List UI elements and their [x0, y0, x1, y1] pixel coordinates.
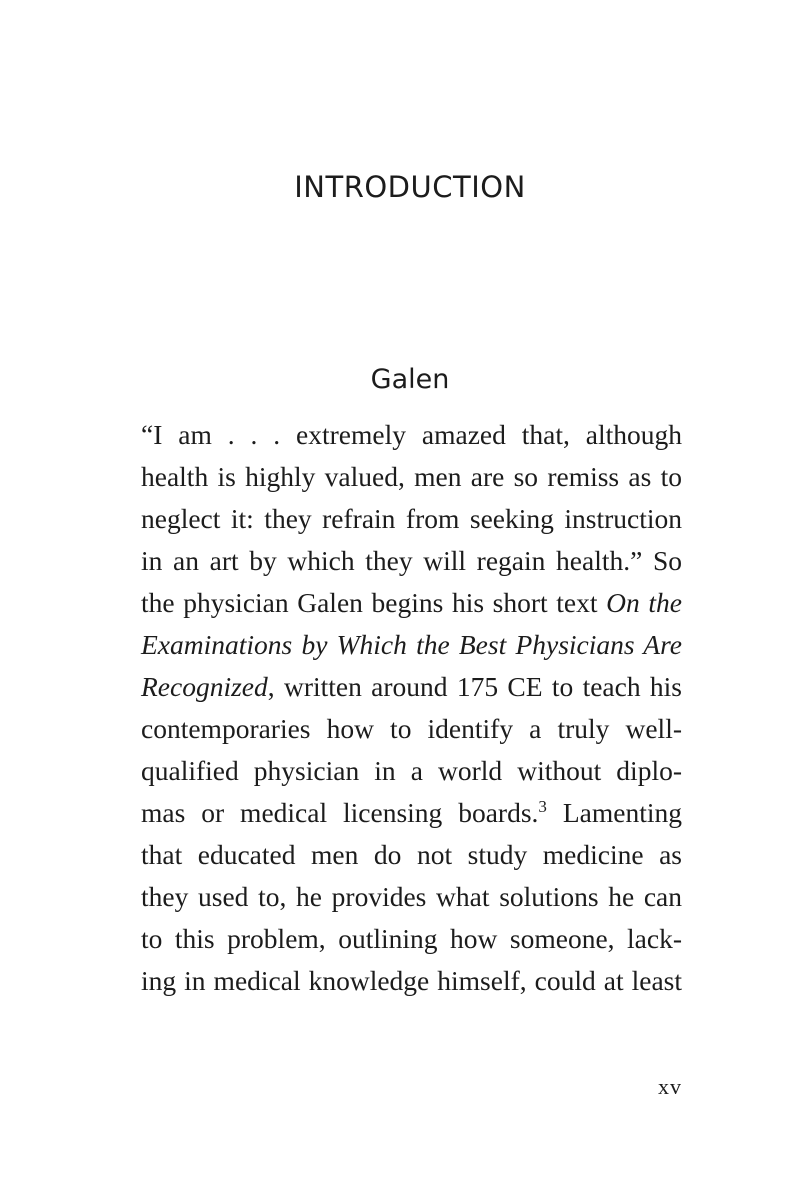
- line-text: they used to, he provides what solutions he can: [141, 881, 682, 912]
- text-line: [141, 498, 682, 540]
- line-text: , written around 175 CE to teach his: [267, 671, 682, 702]
- line-text: qualified physician in a world without diplo-: [141, 755, 682, 786]
- line-text: to this problem, outlining how someone, lack-: [141, 923, 682, 954]
- text-line: [141, 708, 682, 750]
- line-text: contemporaries how to identify a truly well-: [141, 713, 682, 744]
- line-text: mas or medical licensing boards.: [141, 797, 539, 828]
- text-line: [141, 456, 682, 498]
- line-text: that educated men do not study medicine as: [141, 839, 682, 870]
- text-line: [141, 792, 682, 834]
- section-heading: Galen: [370, 364, 450, 395]
- text-line: [141, 876, 682, 918]
- text-line: [141, 414, 682, 456]
- footnote-marker: 3: [538, 797, 547, 816]
- italic-title-text: Examinations by Which the Best Physicians Are: [141, 629, 682, 660]
- text-line: [141, 834, 682, 876]
- text-line: [141, 750, 682, 792]
- line-text: ing in medical knowledge himself, could at least: [141, 965, 682, 996]
- line-text: neglect it: they refrain from seeking instruction: [141, 503, 682, 534]
- text-line: [141, 960, 682, 1002]
- line-text: in an art by which they will regain health.” So: [141, 545, 682, 576]
- line-text: the physician Galen begins his short text: [141, 587, 607, 618]
- line-text: health is highly valued, men are so remiss as to: [141, 461, 682, 492]
- italic-title-text: Recognized: [141, 671, 268, 702]
- text-line: [141, 540, 682, 582]
- line-text: Lamenting: [546, 797, 682, 828]
- italic-title-text: On the: [606, 587, 682, 618]
- text-line: [141, 582, 682, 624]
- line-text: “I am . . . extremely amazed that, although: [141, 419, 682, 450]
- text-line: [141, 918, 682, 960]
- text-line: [141, 666, 682, 708]
- text-line: [141, 624, 682, 666]
- page-number: xv: [658, 1074, 682, 1099]
- chapter-title: INTRODUCTION: [294, 170, 526, 204]
- body-paragraph: [141, 414, 682, 1002]
